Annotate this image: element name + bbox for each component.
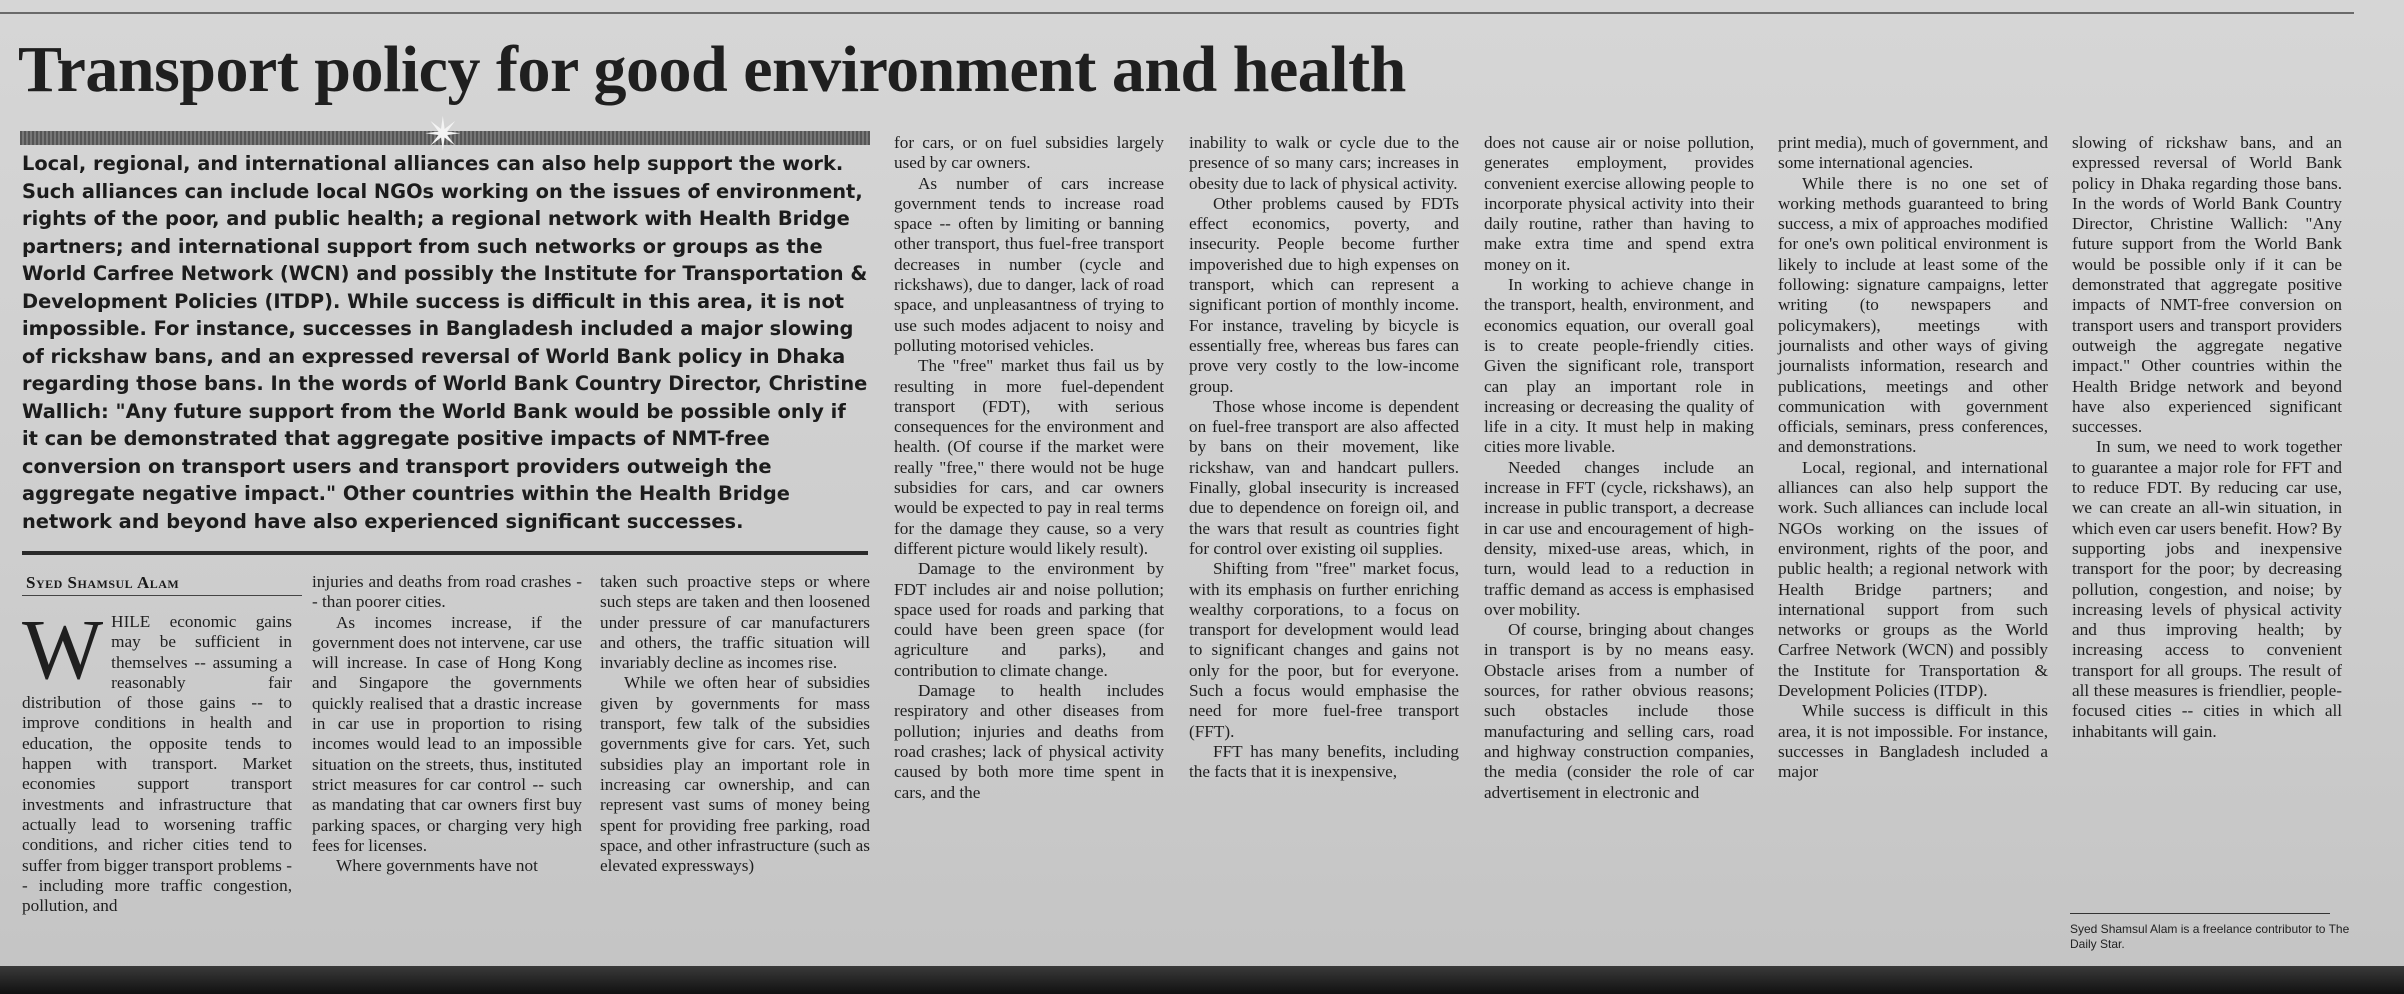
paragraph: Shifting from "free" market focus, with its emphasis on further enriching wealthy corporations, to a focus on transport for development would lead to significant changes and gains not only for the poor, but for everyone. Such a focus would emphasise the need for more fuel-free transport (FFT). xyxy=(1189,559,1459,741)
paragraph: The "free" market thus fail us by resulting in more fuel-dependent transport (FDT), with serious consequences for the environment and health. (Of course if the market were really "free," there would not be huge subsidies for cars, and car owners would be expected to pay in real terms for the damage they cause, so a very different picture would likely result). xyxy=(894,356,1164,558)
byline: Syed Shamsul Alam xyxy=(26,573,180,592)
article-column-6 xyxy=(1484,133,1754,803)
paragraph: Of course, bringing about changes in transport is by no means easy. Obstacle arises from a number of sources, for rather obvious reasons; such obstacles include those manufacturing and selling cars, road and highway construction companies, the media (consider the role of car advertisement in electronic and xyxy=(1484,620,1754,802)
headline: Transport policy for good environment and health xyxy=(18,33,1406,106)
page-bottom-shadow xyxy=(0,966,2404,994)
article-column-7 xyxy=(1778,133,2048,783)
paragraph: Damage to the environment by FDT includes air and noise pollution; space used for roads and parking that could have been green space (for agriculture and parks), and contribution to climate change. xyxy=(894,559,1164,680)
article-column-5 xyxy=(1189,133,1459,783)
top-rule xyxy=(0,12,2354,14)
paragraph: Needed changes include an increase in FFT (cycle, rickshaws), an increase in public transport, a decrease in car use and encouragement of high-density, mixed-use areas, which, in turn, would lead to a reduction in traffic demand as access is emphasised over mobility. xyxy=(1484,457,1754,619)
lead-divider xyxy=(22,551,868,555)
paragraph: While there is no one set of working methods guaranteed to bring success, a mix of approaches modified for one's own political environment is likely to include at least some of the following: signature campaigns, letter writing (to newspapers and policymakers), meetings with journalists and other ways of giving journalists information, research and publications, meetings and other communication with government officials, seminars, press conferences, and demonstrations. xyxy=(1778,173,2048,457)
paragraph: Where governments have not xyxy=(336,856,538,876)
paragraph: While success is difficult in this area, it is not impossible. For instance, successes in Bangladesh included a major xyxy=(1778,701,2048,782)
paragraph: In working to achieve change in the transport, health, environment, and economics equation, our overall goal is to create people-friendly cities. Given the significant role, transport can play an important role in increasing or decreasing the quality of life in a city. It must help in making cities more livable. xyxy=(1484,275,1754,457)
article-column-4 xyxy=(894,133,1164,803)
paragraph: While we often hear of subsidies given by governments for mass transport, few talk of the subsidies governments give for cars. Yet, such subsidies play an important role in increasing car ownership, and can represent vast sums of money being spent for providing free parking, road space, and other infrastructure (such as elevated expressways) xyxy=(600,673,870,876)
paragraph: print media), much of government, and some international agencies. xyxy=(1778,133,2048,173)
paragraph: Other problems caused by FDTs effect economics, poverty, and insecurity. People become further impoverished due to high expenses on transport, which can represent a significant portion of monthly income. For instance, traveling by bicycle is essentially free, whereas bus fares can prove very costly to the low-income group. xyxy=(1189,193,1459,396)
paragraph: Those whose income is dependent on fuel-free transport are also affected by bans on their movement, like rickshaw, van and handcart pullers. Finally, global insecurity is increased due to dependence on foreign oil, and the wars that result as countries fight for control over existing oil supplies. xyxy=(1189,396,1459,558)
paragraph: HILE economic gains may be sufficient in themselves -- assuming a reasonably fair distribution of those gains -- to improve conditions in health and education, the opposite tends to happen with transport. Market economies support transport investments and infrastructure that actually lead to worsening traffic conditions, and richer cities tend to suffer from bigger transport problems -- including more traffic congestion, pollution, and xyxy=(22,612,292,916)
paragraph: In sum, we need to work together to guarantee a major role for FFT and to reduce FDT. By reducing car use, we can create an all-win situation, in which even car users benefit. How? By supporting jobs and inexpensive transport for the poor; by decreasing pollution, congestion, and noise; by increasing levels of physical activity and thus improving health; by increasing access to convenient transport for all groups. The result of all these measures is friendlier, people-focused cities -- cities in which all inhabitants will gain. xyxy=(2072,437,2342,741)
bio-rule xyxy=(2070,913,2330,914)
paragraph: Damage to health includes respiratory and other diseases from pollution; injuries and deaths from road crashes; lack of physical activity caused by both more time spent in cars, and the xyxy=(894,681,1164,802)
paragraph: Local, regional, and international alliances can also help support the work. Such alliances can include local NGOs working on the issues of environment, rights of the poor, and public health; a regional network with Health Bridge partners; and international support from such networks or groups as the World Carfree Network (WCN) and possibly the Institute for Transportation & Development Policies (ITDP). xyxy=(1778,457,2048,701)
byline-rule xyxy=(22,595,302,596)
paragraph: slowing of rickshaw bans, and an expressed reversal of World Bank policy in Dhaka regarding those bans. In the words of World Bank Country Director, Christine Wallich: "Any future support from the World Bank would be possible only if it can be demonstrated that aggregate positive impacts of NMT-free conversion on transport users and transport providers outweigh the aggregate negative impact." Other countries within the Health Bridge network and beyond have also experienced significant successes. xyxy=(2072,133,2342,437)
paragraph: inability to walk or cycle due to the presence of so many cars; increases in obesity due to lack of physical activity. xyxy=(1189,133,1459,193)
sparkle-icon: ✴ xyxy=(424,109,463,160)
paragraph: does not cause air or noise pollution, generates employment, provides convenient exercise allowing people to incorporate physical activity into their daily routine, rather than having to make extra time and spend extra money on it. xyxy=(1484,133,1754,274)
paragraph: injuries and deaths from road crashes -- than poorer cities. xyxy=(312,572,582,612)
lead-paragraph: Local, regional, and international alliances can also help support the work. Such alliances can include local NGOs working on the issues of environment, rights of the poor, and public health; a regional network with Health Bridge partners; and international support from such networks or groups as the World Carfree Network (WCN) and possibly the Institute for Transportation & Development Policies (ITDP). While success is difficult in this area, it is not impossible. For instance, successes in Bangladesh included a major slowing of rickshaw bans, and an expressed reversal of World Bank policy in Dhaka regarding those bans. In the words of World Bank Country Director, Christine Wallich: "Any future support from the World Bank would be possible only if it can be demonstrated that aggregate positive impacts of NMT-free conversion on transport users and transport providers outweigh the aggregate negative impact." Other countries within the Health Bridge network and beyond have also experienced significant successes. xyxy=(22,152,868,533)
article-column-8 xyxy=(2072,133,2342,742)
paragraph: FFT has many benefits, including the facts that it is inexpensive, xyxy=(1189,741,1459,782)
paragraph: taken such proactive steps or where such steps are taken and then loosened under pressure of car manufacturers and others, the traffic situation will invariably decline as incomes rise. xyxy=(600,572,870,673)
article-column-2 xyxy=(312,572,582,876)
article-column-3 xyxy=(600,572,870,876)
drop-cap: W xyxy=(22,601,104,697)
article-column-1 xyxy=(22,601,292,916)
paragraph: As number of cars increase government tends to increase road space -- often by limiting or banning other transport, thus fuel-free transport decreases in number (cycle and rickshaws), due to danger, lack of road space, and unpleasantness of trying to use such modes adjacent to noisy and polluting motorised vehicles. xyxy=(894,173,1164,355)
paragraph: for cars, or on fuel subsidies largely used by car owners. xyxy=(894,133,1164,173)
paragraph: As incomes increase, if the government does not intervene, car use will increase. In case of Hong Kong and Singapore the governments quickly realised that a drastic increase in car use in proportion to rising incomes would lead to an impossible situation on the streets, thus, instituted strict measures for car control -- such as mandating that car owners first buy parking spaces, or charging very high fees for licenses. xyxy=(312,612,582,855)
author-bio: Syed Shamsul Alam is a freelance contributor to The Daily Star. xyxy=(2070,922,2350,951)
